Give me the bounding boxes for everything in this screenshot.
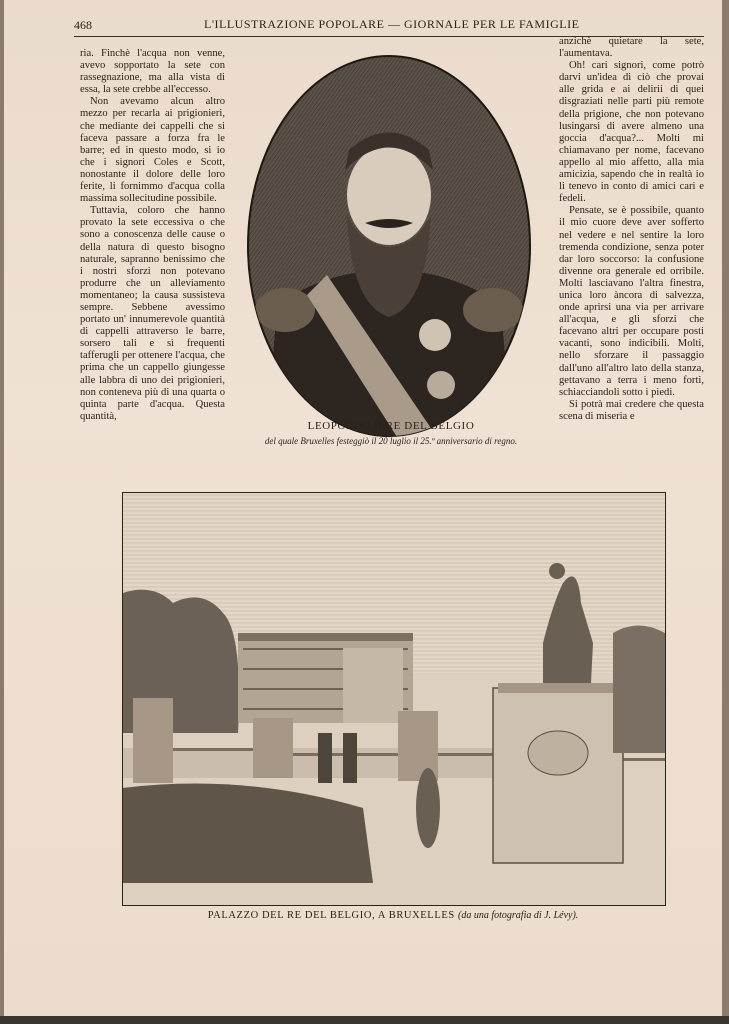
palace-engraving <box>122 492 666 906</box>
paragraph: ria. Finchè l'acqua non venne, avevo sopportato la sete con rassegnazione, ma alla vista di essa, la sete crebbe all'eccesso. <box>80 48 225 96</box>
paragraph: Si potrà mai credere che questa scena di miseria e <box>559 398 704 422</box>
page-header <box>74 14 704 37</box>
text-column-left <box>80 48 225 423</box>
page-bottom-edge <box>0 1016 729 1024</box>
paragraph: anzichè quietare la sete, l'aumentava. <box>559 36 704 60</box>
paragraph: Tuttavia, coloro che hanno provato la sete eccessiva o che sono a conoscenza delle cause o della natura di questo bisogno naturale, sapranno benissimo che i nostri sforzi non potevano produrre che un alleviamento momentaneo; la causa sussisteva sempre. Sebbene avessimo portato un' innumerevole quantità di cappelli attraverso le barre, sorsero tali e sì frequenti tafferugli per ottenere l'acqua, che prima che un cappello giungesse alle labbra di uno dei prigionieri, non conteneva più di una quarta o quinta parte d'acqua. Questa quantità, <box>80 205 225 422</box>
paragraph: Pensate, se è possibile, quanto il mio cuore deve aver sofferto nel vedere e nel sentire la loro tremenda condizione, senza poter dar loro soccorso: la confusione divenne ora generale ed orribile. Molti lasciavano l'altra finestra, unica loro àncora di salvezza, onde aprirsi una via per arrivare all'acqua, e gli sforzi che facevano altri per occupare posti vacanti, sono indicibili. Molti, nello sforzare il passaggio dall'uno all'altro lato della stanza, gettavano a terra i meno forti, schiacciandoli sotto i piedi. <box>559 205 704 398</box>
portrait-caption-subtitle: del quale Bruxelles festeggiò il 20 luglio il 25.º anniversario di regno. <box>264 436 518 446</box>
newspaper-page <box>4 0 722 1016</box>
palace-illustration <box>123 493 665 905</box>
paragraph: Non avevamo alcun altro mezzo per recarla ai prigionieri, che mediante dei cappelli che si faceva passare a forza fra le barre; ed in questo modo, si io che i signori Coles e Scott, nonostante il dolore delle loro ferite, li fornimmo d'acqua colla massima sollecitudine possibile. <box>80 96 225 205</box>
paragraph: Oh! cari signori, come potrò darvi un'idea di ciò che provai alle grida e ai delirii di quei disgraziati nelle parti più remote della prigione, che non potevano lusingarsi di avere almeno una goccia d'acqua?... Molti mi chiamavano per nome, facevano appello al mio affetto, alla mia amicizia, sapendo che in realtà io li tenevo in conto di amici cari e fedeli. <box>559 60 704 205</box>
portrait-caption-title: LEOPOLDO II RE DEL BELGIO <box>307 420 475 432</box>
palace-caption-title: PALAZZO DEL RE DEL BELGIO, A BRUXELLES <box>207 910 455 921</box>
palace-caption-credit: (da una fotografia di J. Lévy). <box>458 910 579 921</box>
portrait-caption <box>236 420 546 446</box>
portrait-engraving <box>247 55 531 437</box>
page-number: 468 <box>74 18 92 32</box>
text-column-right <box>559 36 704 423</box>
palace-caption <box>122 910 664 921</box>
running-head: L'ILLUSTRAZIONE POPOLARE — GIORNALE PER LE FAMIGLIE <box>204 17 580 31</box>
portrait-illustration <box>247 55 531 437</box>
